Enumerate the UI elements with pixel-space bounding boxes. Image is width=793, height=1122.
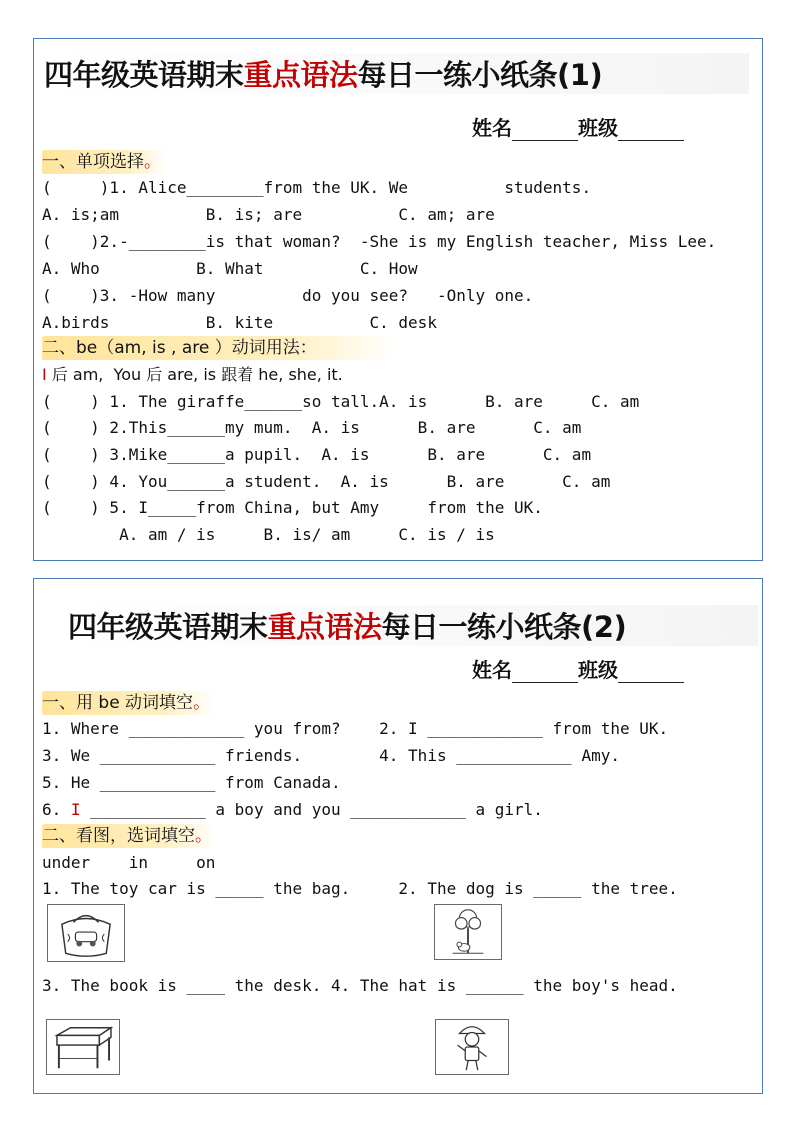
title-suffix: 每日一练小纸条(2) xyxy=(381,610,627,644)
be-question-2: ( ) 2.This______my mum. A. is B. are C. am xyxy=(42,418,582,437)
question-1-options: A. is;am B. is; are C. am; are xyxy=(42,205,495,224)
section-heading-mark: 。 xyxy=(193,693,211,713)
be-question-5-options: A. am / is B. is/ am C. is / is xyxy=(42,525,495,544)
section-heading-text: 二、看图，选词填空 xyxy=(42,826,195,846)
picture-questions-1-2: 1. The toy car is _____ the bag. 2. The dog is _____ the tree. xyxy=(42,879,678,898)
name-class-row-1 xyxy=(472,112,684,141)
question-number: 6. xyxy=(42,800,71,819)
name-blank[interactable] xyxy=(512,140,578,141)
section-heading-text: 一、单项选择 xyxy=(42,152,144,172)
class-label: 班级 xyxy=(578,658,618,682)
class-blank[interactable] xyxy=(618,682,684,683)
fill-question-6 xyxy=(42,799,543,821)
name-blank[interactable] xyxy=(512,682,578,683)
question-1: ( )1. Alice________from the UK. We students. xyxy=(42,178,592,197)
desk-drawing xyxy=(47,1020,119,1074)
be-verb-rule xyxy=(42,364,343,386)
question-3-options: A.birds B. kite C. desk xyxy=(42,313,437,332)
rule-text: 后 am, You 后 are, is 跟着 he, she, it. xyxy=(46,365,343,384)
section-heading-choice xyxy=(42,150,167,174)
be-question-4: ( ) 4. You______a student. A. is B. are C. am xyxy=(42,472,611,491)
question-2-options: A. Who B. What C. How xyxy=(42,259,418,278)
title-suffix: 每日一练小纸条(1) xyxy=(357,58,603,92)
desk-icon xyxy=(46,1019,120,1075)
section-heading-be-verb xyxy=(42,336,396,360)
question-3: ( )3. -How many do you see? -Only one. xyxy=(42,286,534,305)
bag-with-toy-car-icon xyxy=(47,904,125,962)
section-heading-text: 二、be（am, is , are ） xyxy=(42,338,232,358)
worksheet-title-2 xyxy=(68,605,758,646)
worksheet-card-1 xyxy=(33,38,763,561)
dog-under-tree-icon xyxy=(434,904,502,960)
bag-with-toy-car-drawing xyxy=(48,905,124,961)
be-question-1: ( ) 1. The giraffe______so tall.A. is B. are C. am xyxy=(42,392,640,411)
title-prefix: 四年级英语期末 xyxy=(68,610,268,644)
section-heading-text: 一、用 be 动词填空 xyxy=(42,693,194,713)
section-heading-picture xyxy=(42,824,218,848)
section-heading-mark: 。 xyxy=(144,152,161,172)
dog-under-tree-drawing xyxy=(435,905,501,959)
picture-questions-3-4: 3. The book is ____ the desk. 4. The hat is ______ the boy's head. xyxy=(42,976,678,995)
class-label: 班级 xyxy=(578,116,618,140)
worksheet-card-2 xyxy=(33,578,763,1094)
title-highlight: 重点语法 xyxy=(243,58,358,92)
word-bank: under in on xyxy=(42,853,216,872)
pronoun-mark: I xyxy=(70,800,81,819)
name-class-row-2 xyxy=(472,654,684,683)
question-text: ____________ a boy and you ____________ a girl. xyxy=(80,800,543,819)
fill-questions-1-2: 1. Where ____________ you from? 2. I ____________ from the UK. xyxy=(42,719,669,738)
question-2: ( )2.-________is that woman? -She is my English teacher, Miss Lee. xyxy=(42,232,717,251)
title-highlight: 重点语法 xyxy=(267,610,382,644)
title-prefix: 四年级英语期末 xyxy=(44,58,244,92)
boy-with-hat-drawing xyxy=(436,1020,508,1074)
name-label: 姓名 xyxy=(472,116,512,140)
worksheet-title-1 xyxy=(44,53,749,94)
section-heading-text-tail: 动词用法： xyxy=(231,338,317,358)
be-question-3: ( ) 3.Mike______a pupil. A. is B. are C. am xyxy=(42,445,592,464)
rule-mark: I xyxy=(42,365,47,384)
section-heading-mark: 。 xyxy=(195,826,212,846)
section-heading-fill-be xyxy=(42,691,216,715)
fill-question-5: 5. He ____________ from Canada. xyxy=(42,773,341,792)
boy-with-hat-icon xyxy=(435,1019,509,1075)
name-label: 姓名 xyxy=(472,658,512,682)
class-blank[interactable] xyxy=(618,140,684,141)
fill-questions-3-4: 3. We ____________ friends. 4. This ____________ Amy. xyxy=(42,746,620,765)
be-question-5: ( ) 5. I_____from China, but Amy from the UK. xyxy=(42,498,543,517)
